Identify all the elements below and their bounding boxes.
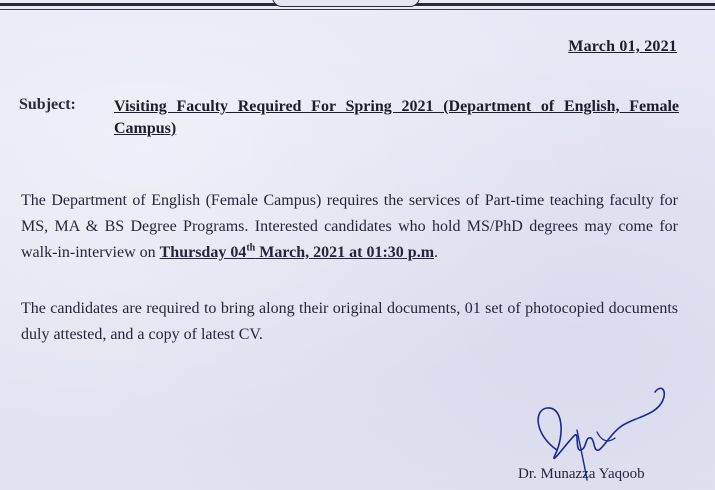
paragraph-1-end: . bbox=[434, 244, 439, 261]
interview-date-time bbox=[160, 244, 434, 261]
signatory-name: Dr. Munazza Yaqoob bbox=[518, 466, 645, 482]
letterhead-tab bbox=[272, 0, 420, 7]
paragraph-1-text: The Department of English (Female Campus) requires the services of Part-time teaching faculty for MS, MA & BS Degree Programs. Interested candidates who hold MS/PhD degrees may come for walk-in-interview on bbox=[21, 192, 678, 261]
ordinal-suffix: th bbox=[246, 242, 256, 254]
body-paragraph-2: The candidates are required to bring along their original documents, 01 set of photocopied documents duly attested, and a copy of latest CV. bbox=[21, 300, 678, 343]
letterhead-rule bbox=[0, 0, 715, 14]
body-paragraph-1 bbox=[21, 188, 678, 266]
interview-day: Thursday 04 bbox=[159, 244, 247, 261]
subject-text: Visiting Faculty Required For Spring 2021 (Department of English, Female Campus) bbox=[114, 98, 679, 137]
letterhead-rule-thin bbox=[0, 9, 715, 10]
letter-date: March 01, 2021 bbox=[568, 38, 677, 55]
interview-month-time: March, 2021 at 01:30 p.m bbox=[255, 244, 435, 261]
subject-label: Subject: bbox=[19, 96, 76, 113]
